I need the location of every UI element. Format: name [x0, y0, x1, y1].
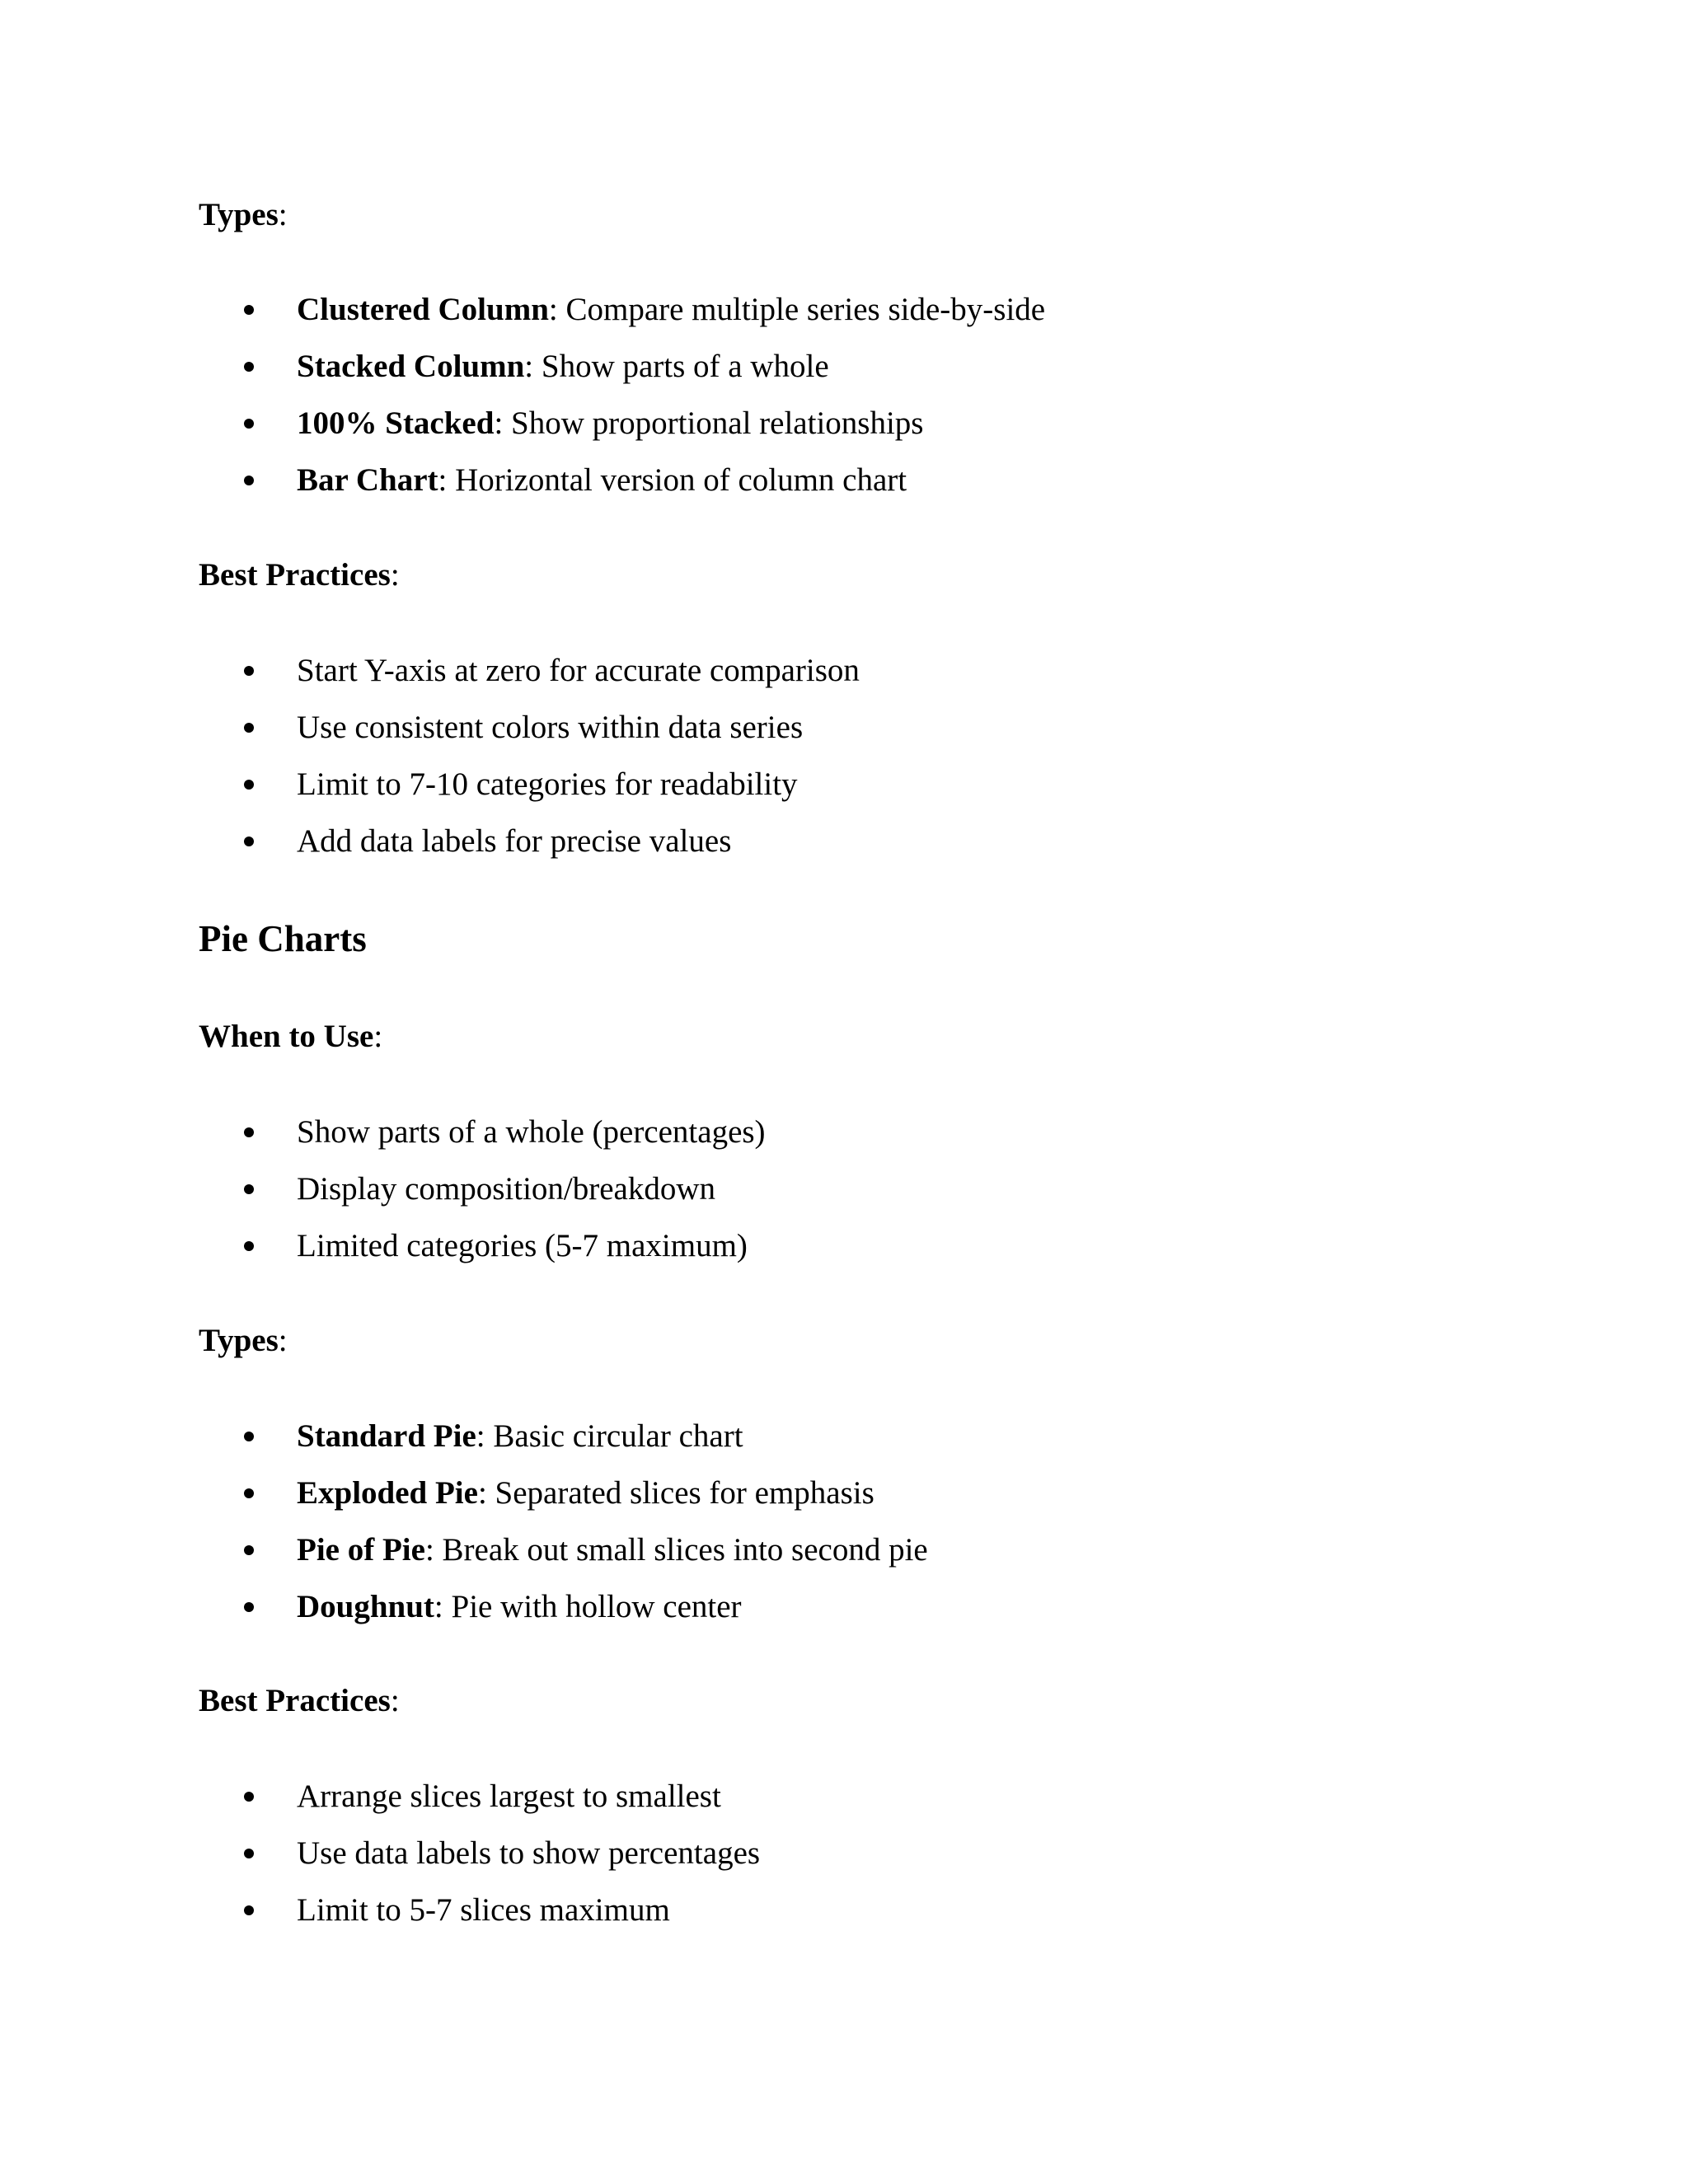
list-item-text: Start Y-axis at zero for accurate comparison [297, 653, 860, 688]
list-item [0, 765, 1688, 804]
list-item-text [297, 290, 1045, 330]
list-item-text: Limited categories (5-7 maximum) [297, 1228, 748, 1263]
types-heading-colon: : [278, 1323, 288, 1358]
when-to-use-heading-label: When to Use [199, 1019, 374, 1054]
list-item-text [297, 1474, 874, 1513]
when-to-use-heading-colon: : [373, 1019, 383, 1054]
list-item-text [297, 461, 907, 500]
best-practices-heading-label: Best Practices [199, 1683, 391, 1718]
list-item-term: Standard Pie [297, 1418, 476, 1454]
bullet-icon [244, 1432, 254, 1441]
list-item-text [297, 1530, 928, 1570]
best-practices-heading [199, 1681, 400, 1721]
list-item-text: Limit to 7-10 categories for readability [297, 766, 798, 802]
list-item [0, 290, 1688, 330]
list-item [0, 1587, 1688, 1627]
types-heading-label: Types [199, 1323, 279, 1358]
list-item-text: Display composition/breakdown [297, 1171, 716, 1207]
list-item [0, 1834, 1688, 1873]
best-practices-heading-colon: : [390, 557, 400, 593]
best-practices-heading-colon: : [390, 1683, 400, 1718]
types-heading-colon: : [278, 197, 288, 232]
list-item [0, 1169, 1688, 1209]
bullet-icon [244, 666, 254, 676]
bullet-icon [244, 1849, 254, 1858]
best-practices-heading [199, 555, 400, 595]
list-item-text [297, 347, 829, 387]
bullet-icon [244, 476, 254, 485]
list-item-text: Add data labels for precise values [297, 823, 732, 859]
bullet-icon [244, 305, 254, 315]
list-item-description: : Compare multiple series side-by-side [548, 292, 1046, 327]
list-item [0, 347, 1688, 387]
list-item [0, 708, 1688, 748]
when-to-use-heading [199, 1017, 382, 1057]
list-item [0, 1417, 1688, 1456]
list-item-term: Pie of Pie [297, 1532, 425, 1568]
bullet-icon [244, 780, 254, 790]
list-item-term: 100% Stacked [297, 405, 495, 441]
list-item [0, 461, 1688, 500]
bullet-icon [244, 1488, 254, 1498]
types-heading-label: Types [199, 197, 279, 232]
list-item-text [297, 404, 923, 443]
bullet-icon [244, 723, 254, 733]
types-heading [199, 1321, 288, 1361]
bullet-icon [244, 419, 254, 429]
list-item-text: Limit to 5-7 slices maximum [297, 1892, 670, 1928]
list-item-term: Doughnut [297, 1589, 434, 1624]
bullet-icon [244, 1241, 254, 1251]
list-item-description: : Break out small slices into second pie [424, 1532, 928, 1568]
list-item-text: Use consistent colors within data series [297, 710, 804, 745]
list-item [0, 1530, 1688, 1570]
list-item-text: Show parts of a whole (percentages) [297, 1114, 766, 1150]
list-item-text: Arrange slices largest to smallest [297, 1779, 721, 1814]
list-item-description: : Show parts of a whole [524, 349, 829, 384]
list-item [0, 1777, 1688, 1816]
list-item [0, 1474, 1688, 1513]
bullet-icon [244, 1905, 254, 1915]
list-item-description: : Show proportional relationships [494, 405, 924, 441]
bullet-icon [244, 362, 254, 372]
list-item-description: : Pie with hollow center [434, 1589, 742, 1624]
bullet-icon [244, 837, 254, 846]
pie-charts-section-title: Pie Charts [199, 918, 367, 959]
types-heading [199, 195, 288, 235]
list-item [0, 404, 1688, 443]
list-item-text: Use data labels to show percentages [297, 1835, 761, 1871]
list-item [0, 822, 1688, 861]
best-practices-heading-label: Best Practices [199, 557, 391, 593]
list-item-term: Exploded Pie [297, 1475, 478, 1511]
list-item-text [297, 1587, 742, 1627]
list-item [0, 651, 1688, 691]
list-item-description: : Horizontal version of column chart [438, 462, 907, 498]
bullet-icon [244, 1184, 254, 1194]
bullet-icon [244, 1602, 254, 1612]
list-item-term: Stacked Column [297, 349, 525, 384]
list-item-term: Clustered Column [297, 292, 549, 327]
list-item [0, 1226, 1688, 1266]
bullet-icon [244, 1792, 254, 1802]
list-item-term: Bar Chart [297, 462, 438, 498]
list-item-description: : Separated slices for emphasis [477, 1475, 874, 1511]
bullet-icon [244, 1127, 254, 1137]
bullet-icon [244, 1545, 254, 1555]
list-item-text [297, 1417, 743, 1456]
list-item [0, 1113, 1688, 1152]
list-item-description: : Basic circular chart [476, 1418, 743, 1454]
list-item [0, 1891, 1688, 1930]
